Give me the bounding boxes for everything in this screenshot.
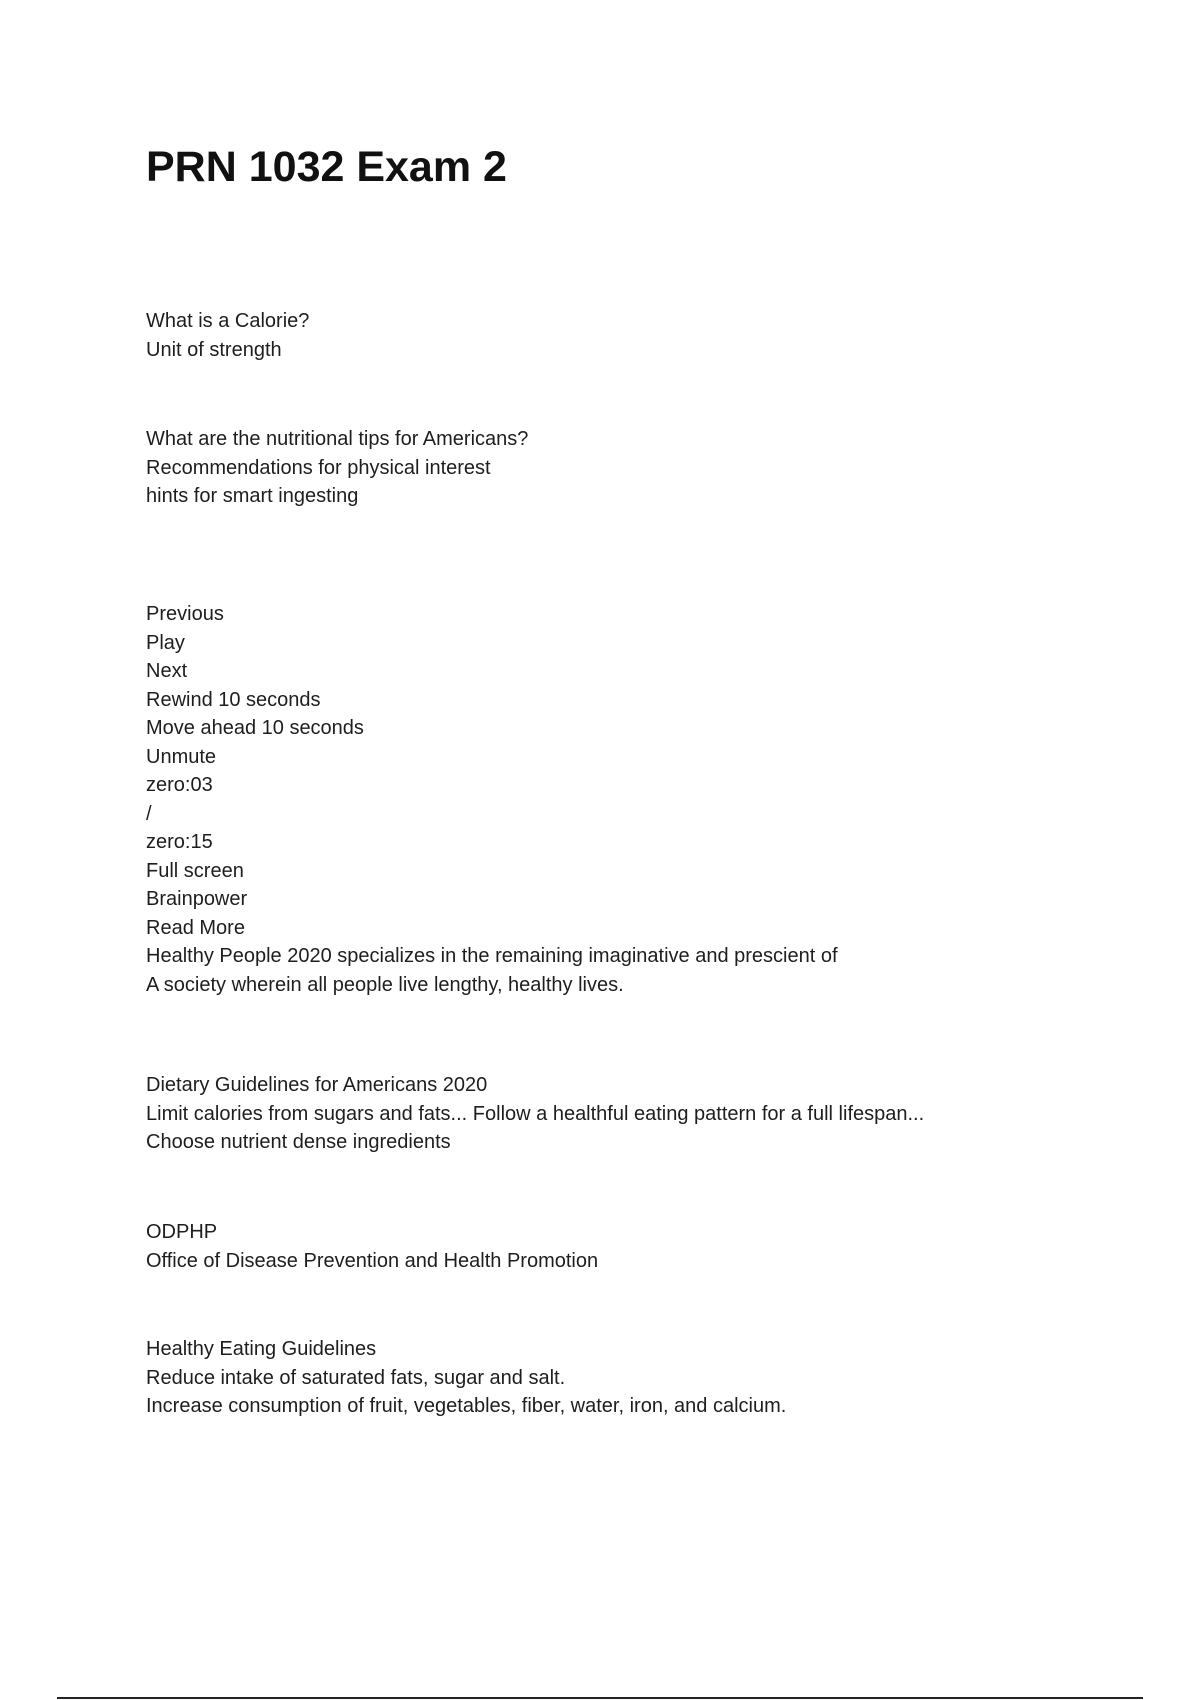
card-term: Dietary Guidelines for Americans 2020 — [146, 1074, 488, 1096]
card-definition: Office of Disease Prevention and Health Promotion — [146, 1249, 599, 1272]
player-unmute-label: Unmute — [146, 745, 217, 768]
player-next-label: Next — [146, 660, 188, 682]
player-rewind-label: Rewind 10 seconds — [146, 688, 321, 711]
flashcard-dietary-guidelines — [146, 1071, 924, 1157]
card-definition: hints for smart ingesting — [146, 485, 359, 507]
card-definition: Unit of strength — [146, 338, 282, 361]
flashcard-nutritional-tips — [146, 425, 528, 511]
card-definition: Increase consumption of fruit, vegetables, fiber, water, iron, and calcium. — [146, 1395, 787, 1417]
player-time-separator: / — [146, 802, 152, 825]
player-play-label: Play — [146, 631, 185, 654]
card-term: Healthy People 2020 specializes in the remaining imaginative and prescient of — [146, 945, 838, 967]
card-definition: A society wherein all people live lengthy, healthy lives. — [146, 973, 624, 996]
player-fullscreen-label: Full screen — [146, 859, 244, 882]
player-current-time: zero:03 — [146, 774, 213, 796]
card-definition: Limit calories from sugars and fats... Follow a healthful eating pattern for a full lifespan... — [146, 1102, 925, 1125]
flashcard-healthy-eating — [146, 1335, 786, 1421]
player-duration: zero:15 — [146, 831, 213, 853]
player-previous-label: Previous — [146, 603, 224, 625]
flashcard-odphp — [146, 1218, 598, 1275]
page-title: PRN 1032 Exam 2 — [146, 143, 507, 191]
card-term: What is a Calorie? — [146, 310, 310, 332]
card-term: Healthy Eating Guidelines — [146, 1338, 377, 1360]
card-definition: Choose nutrient dense ingredients — [146, 1131, 451, 1153]
card-term: What are the nutritional tips for Americans? — [146, 428, 529, 450]
player-brainpower-label: Brainpower — [146, 888, 248, 910]
card-term: ODPHP — [146, 1221, 218, 1243]
player-read-more-label: Read More — [146, 916, 245, 939]
card-definition: Recommendations for physical interest — [146, 456, 491, 479]
flashcard-healthy-people-2020 — [146, 600, 838, 999]
player-forward-label: Move ahead 10 seconds — [146, 717, 364, 739]
footer-divider — [57, 1697, 1143, 1699]
flashcard-calorie — [146, 307, 309, 364]
card-definition: Reduce intake of saturated fats, sugar and salt. — [146, 1366, 566, 1389]
